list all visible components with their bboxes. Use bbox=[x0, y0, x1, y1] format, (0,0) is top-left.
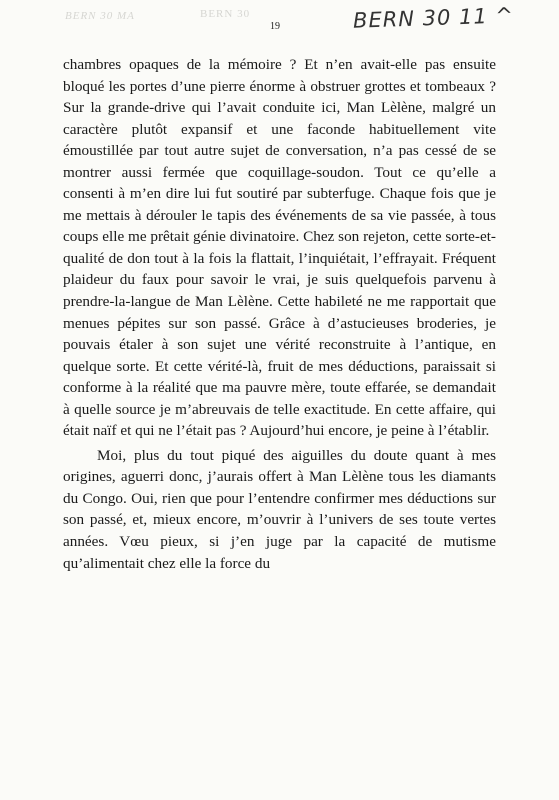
faint-stamp-right: BERN 30 bbox=[200, 8, 251, 20]
faint-stamp-left: BERN 30 MA bbox=[65, 10, 135, 22]
paragraph-1: chambres opaques de la mémoire ? Et n’en avait-elle pas ensuite bloqué les portes d’une pierre énorme à obstruer grottes et tombeaux ? Sur la grande-drive qui l’avait conduite ici, Man Lèlène, malgré un caractère plutôt expansif et une faconde habituellement vite émoustillée par tout autre sujet de conversation, n’a pas cessé de se montrer aussi fermée que coquillage-soudon. Tout ce qu’elle a consenti à m’en dire lui fut soutiré par subterfuge. Chaque fois que je me mettais à dérouler le tapis des événements de sa vie passée, à tous coups elle me prêtait génie divinatoire. Chez son rejeton, cette sorte-et-qualité de don tout à la fois la flattait, l’inquiétait, l’effrayait. Fréquent plaideur du faux pour savoir le vrai, je suis quelquefois parvenu à prendre-la-langue de Man Lèlène. Cette habileté ne me rapportait que menues pépites sur son passé. Grâce à d’astucieuses broderies, je pouvais étaler à son sujet une vérité reconstruite à l’antique, en quelque sorte. Et cette vérité-là, fruit de mes déductions, paraissait si conforme à la réalité que ma pauvre mère, toute effarée, se demandait à quelle source je m’abreuvais de telle exactitude. En cette affaire, qui était naïf et qui ne l’était pas ? Aujourd’hui encore, je peine à l’établir. bbox=[63, 56, 496, 440]
page-number: 19 bbox=[270, 21, 280, 32]
paragraph-2: Moi, plus du tout piqué des aiguilles du doute quant à mes origines, aguerri donc, j’aurais offert à Man Lèlène tous les diamants du Congo. Oui, rien que pour l’entendre confirmer mes déductions sur son passé, et, mieux encore, m’ouvrir à l’univers de ses toute vertes années. Vœu pieux, si j’en juge par la capacité de mutisme qu’alimentait chez elle la force du bbox=[63, 446, 496, 572]
body-text bbox=[63, 54, 496, 574]
handwritten-annotation: BERN 30 11 ^ bbox=[352, 3, 515, 33]
